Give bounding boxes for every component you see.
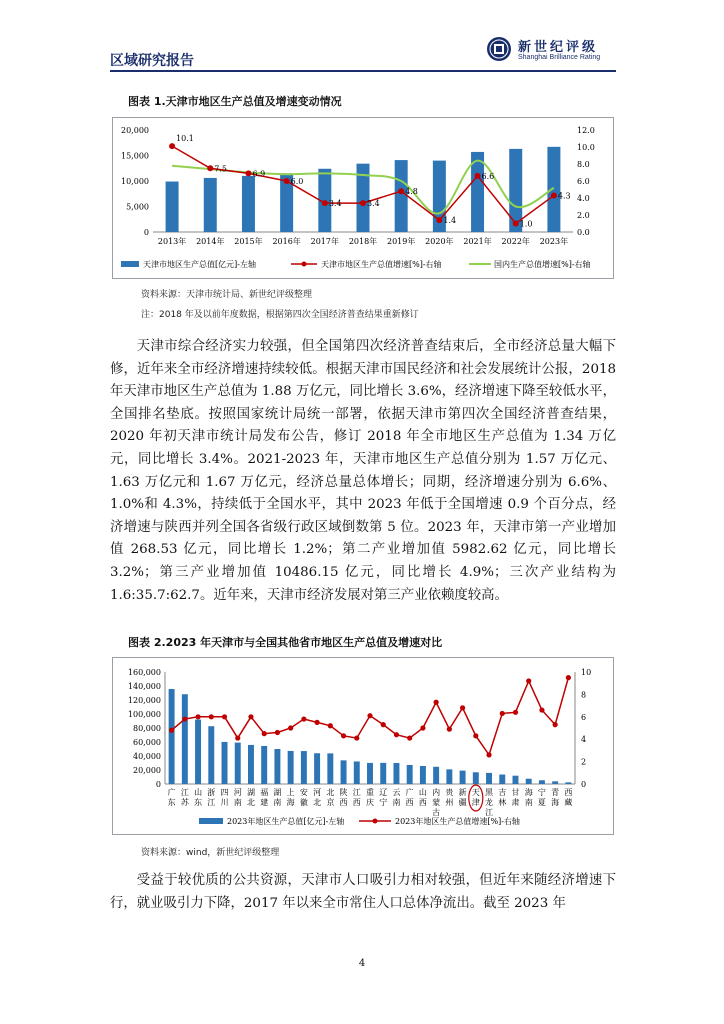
province-growth-point (328, 723, 333, 728)
province-growth-point (222, 714, 227, 719)
left-axis-tick: 10,000 (121, 177, 149, 186)
legend-marker-tianjin-growth (302, 262, 307, 267)
x-axis-label-char: 甘 (511, 788, 520, 797)
province-growth-point (209, 714, 214, 719)
legend-label-national-growth: 国内生产总值增速[%]-右轴 (494, 260, 591, 269)
x-axis-label: 2020年 (425, 237, 454, 246)
figure1-note: 注：2018 年及以前年度数据，根据第四次全国经济普查结果重新修订 (141, 310, 419, 320)
tianjin-growth-point (284, 178, 290, 184)
x-axis-label-char: 西 (405, 798, 414, 807)
legend-marker-province-growth (373, 819, 378, 824)
x-axis-label-char: 夏 (537, 798, 546, 807)
x-axis-label-char: 浙 (207, 788, 216, 797)
growth-data-label: 6.6 (481, 171, 495, 181)
x-axis-label-char: 龙 (485, 798, 494, 807)
x-axis-label-char: 南 (524, 798, 533, 807)
province-gdp-bar (195, 720, 201, 784)
province-gdp-bar (327, 753, 333, 784)
x-axis-label-char: 古 (432, 808, 441, 817)
province-gdp-bar (499, 775, 505, 784)
province-gdp-bar (407, 765, 413, 784)
province-gdp-bar (526, 779, 532, 784)
province-gdp-bar (513, 776, 519, 784)
growth-data-label: 10.1 (176, 134, 194, 144)
body-paragraph-economy: 天津市综合经济实力较强，但全国第四次经济普查结束后，全市经济总量大幅下修，近年来全市经济增速持续较低。根据天津市国民经济和社会发展统计公报，2018 年天津市地区生产总值为 1.88 万亿元，同比增长 3.6%，经济增速下降至较低水平，全国排名垫底。按照国家统计局统一部署，依据天津市第四次全国经济普查结果，2020 年初天津市统计局发布公告，修订 2018 年全市地区生产总值为 1.34 万亿元，同比增长 3.4%。2021-2023 年，天津市地区生产总值分别为 1.57 万亿元、1.63 万亿元和 1.67 万亿元，经济总量总体增长；同期，经济增速分别为 6.6%、1.0%和 4.3%，持续低于全国水平，其中 2023 年低于全国增速 0.9 个百分点，经济增速与陕西并列全国各省级行政区域倒数第 5 位。2023 年，天津市第一产业增加值 268.53 亿元，同比增长 1.2%；第二产业增加值 5982.62 亿元，同比增长 3.2%；第三产业增加值 10486.15 亿元，同比增长 4.9%；三次产业结构为 1.6:35.7:62.7。近年来，天津市经济发展对第三产业依赖度较高。 (110, 339, 616, 603)
brand-seal-icon (486, 36, 512, 62)
brand-name-cn: 新世纪评级 (518, 40, 599, 55)
province-gdp-bar (420, 766, 426, 784)
province-gdp-bar (486, 773, 492, 784)
x-axis-label: 2018年 (348, 237, 378, 246)
left-axis-tick: 120,000 (127, 696, 161, 705)
province-growth-point (314, 720, 319, 725)
province-growth-point (354, 735, 359, 740)
x-axis-label-char: 山 (194, 788, 203, 797)
x-axis-label-char: 东 (167, 798, 176, 807)
x-axis-label-char: 重 (366, 788, 374, 797)
x-axis-label: 2019年 (387, 237, 416, 246)
growth-data-label: 6.0 (290, 177, 304, 186)
left-axis-tick: 15,000 (121, 151, 149, 161)
left-axis-tick: 0 (155, 780, 161, 789)
x-axis-label-char: 藏 (564, 798, 573, 807)
figure1-source: 资料来源：天津市统计局、新世纪评级整理 (141, 290, 313, 300)
tianjin-growth-point (513, 221, 519, 227)
figure1-title: 图表 1.天津市地区生产总值及增速变动情况 (128, 95, 342, 108)
province-growth-point (275, 730, 280, 735)
x-axis-label-char: 天 (471, 788, 480, 797)
growth-data-label: 4.8 (405, 187, 418, 197)
right-axis-tick: 6.0 (577, 177, 590, 186)
right-axis-tick: 2.0 (577, 211, 590, 220)
province-growth-point (553, 722, 558, 727)
x-axis-label-char: 江 (207, 798, 216, 807)
right-axis-tick: 4 (581, 735, 587, 745)
x-axis-label: 2014年 (196, 237, 225, 246)
x-axis-label: 2021年 (463, 237, 492, 246)
left-axis-tick: 0 (143, 228, 149, 237)
x-axis-label-char: 海 (524, 788, 533, 797)
tianjin-growth-point (360, 200, 366, 206)
x-axis-label-char: 山 (418, 788, 427, 797)
x-axis-label-char: 南 (273, 798, 282, 807)
x-axis-label-char: 京 (326, 798, 335, 807)
tianjin-growth-point (169, 143, 175, 149)
growth-data-label: 3.4 (328, 199, 342, 209)
province-gdp-bar (222, 742, 228, 784)
x-axis-label: 2017年 (310, 237, 339, 246)
province-gdp-bar (393, 763, 399, 784)
province-gdp-bar (367, 763, 373, 784)
figure1-chart (113, 118, 613, 278)
x-axis-label-char: 内 (432, 788, 441, 797)
x-axis-label-char: 河 (233, 788, 242, 797)
x-axis-label-char: 西 (564, 788, 573, 797)
x-axis-label-char: 苏 (180, 798, 189, 807)
province-growth-point (195, 714, 200, 719)
province-growth-point (460, 705, 465, 710)
left-axis-tick: 80,000 (133, 724, 161, 733)
province-gdp-bar (354, 761, 360, 784)
province-gdp-bar (552, 781, 558, 784)
x-axis-label-char: 上 (286, 788, 295, 797)
left-axis-tick: 140,000 (127, 682, 161, 691)
x-axis-label-char: 河 (313, 788, 322, 797)
x-axis-label-char: 江 (352, 788, 361, 797)
legend-label-province-growth: 2023年地区生产总值增速[%]-右轴 (395, 817, 520, 826)
growth-data-label: 4.3 (557, 191, 571, 201)
province-growth-point (169, 728, 174, 733)
legend-label-tianjin-growth: 天津市地区生产总值增速[%]-右轴 (321, 260, 442, 269)
left-axis-tick: 160,000 (127, 668, 161, 677)
left-axis-tick: 20,000 (121, 126, 149, 135)
x-axis-label: 2013年 (157, 237, 187, 246)
x-axis-label-char: 南 (392, 798, 401, 807)
x-axis-label-char: 北 (246, 798, 255, 807)
x-axis-label-char: 宁 (537, 788, 546, 797)
right-axis-tick: 8.0 (577, 160, 590, 169)
right-axis-tick: 12.0 (577, 126, 595, 135)
x-axis-label-char: 西 (418, 798, 427, 807)
x-axis-label-char: 林 (498, 798, 507, 807)
body-paragraph-population: 受益于较优质的公共资源，天津市人口吸引力相对较强，但近年来随经济增速下行，就业吸引力下降，2017 年以来全市常住人口总体净流出。截至 2023 年 (110, 873, 616, 911)
gdp-bar (166, 182, 179, 232)
province-gdp-bar (565, 782, 571, 784)
x-axis-label-char: 宁 (379, 798, 388, 807)
x-axis-label-char: 安 (299, 788, 308, 797)
x-axis-label-char: 西 (339, 798, 348, 807)
x-axis-label: 2022年 (501, 237, 530, 246)
gdp-bar (204, 178, 217, 232)
province-growth-point (262, 731, 267, 736)
x-axis-label-char: 州 (445, 798, 454, 807)
right-axis-tick: 4.0 (577, 194, 590, 203)
province-gdp-bar (169, 689, 175, 784)
left-axis-tick: 20,000 (133, 766, 161, 775)
figure2-source: 资料来源：wind，新世纪评级整理 (141, 848, 280, 858)
x-axis-label-char: 四 (220, 788, 229, 797)
province-gdp-bar (301, 751, 307, 784)
x-axis-label-char: 新 (458, 788, 467, 797)
figure1-chart-frame (112, 117, 614, 279)
legend-label-gdp: 天津市地区生产总值[亿元]-左轴 (143, 260, 256, 269)
province-growth-point (434, 700, 439, 705)
brand-logo (486, 34, 621, 68)
legend-swatch-province-gdp (199, 818, 223, 824)
province-growth-point (407, 735, 412, 740)
growth-data-label: 3.4 (367, 199, 380, 209)
tianjin-growth-point (207, 165, 213, 171)
x-axis-label-char: 北 (326, 788, 335, 797)
gdp-bar (242, 176, 255, 232)
growth-data-label: 1.4 (443, 216, 457, 226)
x-axis-label-char: 辽 (379, 788, 388, 797)
right-axis-tick: 10 (581, 668, 592, 677)
province-gdp-bar (208, 726, 214, 784)
x-axis-label-char: 津 (471, 798, 480, 807)
x-axis-label-char: 蒙 (432, 798, 441, 807)
province-gdp-bar (314, 753, 320, 784)
figure2-chart-frame (112, 657, 614, 835)
right-axis-tick: 0 (581, 780, 587, 789)
province-gdp-bar (274, 749, 280, 784)
growth-data-label: 7.5 (214, 164, 228, 174)
x-axis-label-char: 建 (260, 798, 269, 807)
province-growth-point (486, 752, 491, 757)
province-gdp-bar (288, 751, 294, 784)
x-axis-label-char: 黑 (485, 788, 494, 797)
x-axis-label-char: 南 (233, 798, 242, 807)
province-growth-point (500, 711, 505, 716)
tianjin-growth-point (322, 200, 328, 206)
left-axis-tick: 60,000 (133, 738, 161, 747)
page-number: 4 (358, 958, 366, 969)
province-growth-point (367, 713, 372, 718)
x-axis-label-char: 湖 (246, 788, 255, 797)
province-growth-point (539, 707, 544, 712)
province-gdp-bar (341, 760, 347, 784)
x-axis-label-char: 青 (551, 788, 560, 797)
x-axis-label-char: 徽 (299, 798, 308, 807)
province-growth-point (447, 727, 452, 732)
province-gdp-bar (433, 767, 439, 784)
province-gdp-bar (261, 746, 267, 784)
growth-data-label: 6.9 (252, 169, 266, 179)
province-growth-point (288, 725, 293, 730)
x-axis-label-char: 陕 (339, 788, 348, 797)
tianjin-growth-point (398, 188, 404, 194)
province-growth-point (235, 735, 240, 740)
province-growth-point (248, 714, 253, 719)
province-growth-point (513, 710, 518, 715)
x-axis-label-char: 庆 (366, 798, 374, 807)
x-axis-label-char: 湖 (273, 788, 282, 797)
right-axis-tick: 6 (581, 712, 587, 722)
left-axis-tick: 40,000 (133, 752, 161, 761)
x-axis-label-char: 川 (220, 798, 229, 807)
brand-name-en: Shanghai Brilliance Rating (518, 54, 601, 61)
x-axis-label-char: 西 (352, 798, 361, 807)
legend-label-province-gdp: 2023年地区生产总值[亿元]-左轴 (227, 817, 345, 826)
province-growth-point (381, 722, 386, 727)
header-divider (110, 70, 616, 72)
left-axis-tick: 5,000 (126, 202, 149, 212)
right-axis-tick: 8 (581, 690, 587, 700)
province-gdp-bar (182, 694, 188, 784)
province-gdp-bar (380, 763, 386, 784)
gdp-bar (547, 147, 560, 232)
province-growth-point (182, 716, 187, 721)
x-axis-label: 2015年 (234, 237, 263, 246)
province-growth-point (341, 733, 346, 738)
province-gdp-bar (248, 745, 254, 784)
province-gdp-bar (235, 743, 241, 784)
x-axis-label-char: 海 (286, 798, 295, 807)
x-axis-label: 2023年 (539, 237, 569, 246)
x-axis-label-char: 江 (180, 788, 189, 797)
tianjin-growth-point (475, 173, 481, 179)
province-growth-point (394, 732, 399, 737)
report-section-title: 区域研究报告 (110, 53, 194, 69)
province-gdp-bar (460, 771, 466, 784)
x-axis-label-char: 广 (405, 788, 414, 797)
tianjin-growth-point (245, 170, 251, 176)
province-growth-point (420, 725, 425, 730)
x-axis-label-char: 东 (194, 798, 203, 807)
tianjin-growth-point (551, 192, 557, 198)
province-gdp-bar (539, 780, 545, 784)
x-axis-label-char: 疆 (458, 798, 467, 807)
x-axis-label-char: 贵 (445, 788, 454, 797)
province-growth-point (473, 733, 478, 738)
province-gdp-bar (473, 772, 479, 784)
x-axis-label-char: 云 (392, 788, 401, 797)
x-axis-label: 2016年 (272, 237, 301, 246)
legend-swatch-gdp (121, 261, 139, 267)
right-axis-tick: 10.0 (577, 143, 595, 152)
x-axis-label-char: 肃 (511, 798, 520, 807)
figure2-title: 图表 2.2023 年天津市与全国其他省市地区生产总值及增速对比 (128, 636, 443, 649)
left-axis-tick: 100,000 (127, 710, 161, 719)
x-axis-label-char: 北 (313, 798, 322, 807)
right-axis-tick: 2 (581, 757, 587, 767)
figure2-chart (113, 658, 613, 834)
province-growth-point (526, 678, 531, 683)
x-axis-label-char: 福 (260, 788, 269, 797)
growth-data-label: 1.0 (519, 219, 533, 229)
x-axis-label-char: 江 (485, 808, 494, 817)
right-axis-tick: 0.0 (577, 228, 590, 237)
province-growth-point (301, 716, 306, 721)
province-growth-point (566, 675, 571, 680)
province-gdp-bar (446, 769, 452, 784)
x-axis-label-char: 海 (551, 798, 560, 807)
x-axis-label-char: 广 (167, 788, 176, 797)
x-axis-label-char: 吉 (498, 788, 507, 797)
tianjin-growth-point (436, 217, 442, 223)
